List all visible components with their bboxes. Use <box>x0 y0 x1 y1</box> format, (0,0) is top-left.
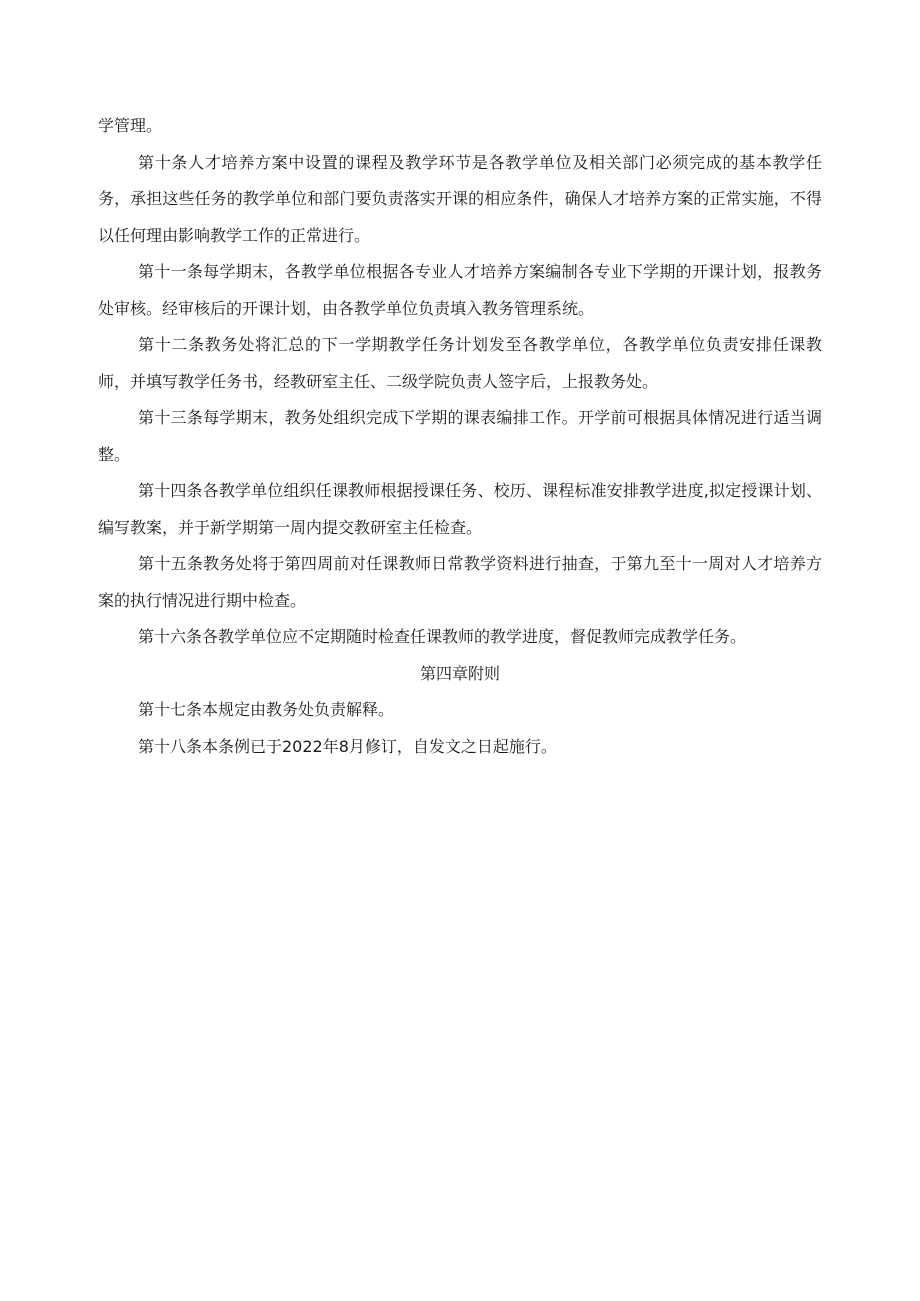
article-13: 第十三条每学期末，教务处组织完成下学期的课表编排工作。开学前可根据具体情况进行适当调整。 <box>98 408 822 464</box>
article-15: 第十五条教务处将于第四周前对任课教师日常教学资料进行抽查，于第九至十一周对人才培养方案的执行情况进行期中检查。 <box>98 554 822 610</box>
article-11: 第十一条每学期末，各教学单位根据各专业人才培养方案编制各专业下学期的开课计划，报教务处审核。经审核后的开课计划，由各教学单位负责填入教务管理系统。 <box>98 262 822 318</box>
paragraph-continuation: 学管理。 <box>98 116 163 135</box>
document-body <box>98 108 822 765</box>
article-16: 第十六条各教学单位应不定期随时检查任课教师的教学进度，督促教师完成教学任务。 <box>138 627 747 646</box>
article-18: 第十八条本条例已于2022年8月修订，自发文之日起施行。 <box>138 736 557 756</box>
chapter-heading: 第四章附则 <box>419 663 500 683</box>
article-10: 第十条人才培养方案中设置的课程及教学环节是各教学单位及相关部门必须完成的基本教学任务，承担这些任务的教学单位和部门要负责落实开课的相应条件，确保人才培养方案的正常实施，不得以任何理由影响教学工作的正常进行。 <box>98 152 822 245</box>
article-12: 第十二条教务处将汇总的下一学期教学任务计划发至各教学单位，各教学单位负责安排任课教师，并填写教学任务书，经教研室主任、二级学院负责人签字后，上报教务处。 <box>98 335 822 391</box>
article-14: 第十四条各教学单位组织任课教师根据授课任务、校历、课程标准安排教学进度,拟定授课计划、编写教案，并于新学期第一周内提交教研室主任检查。 <box>98 481 822 537</box>
article-17: 第十七条本规定由教务处负责解释。 <box>138 700 395 719</box>
